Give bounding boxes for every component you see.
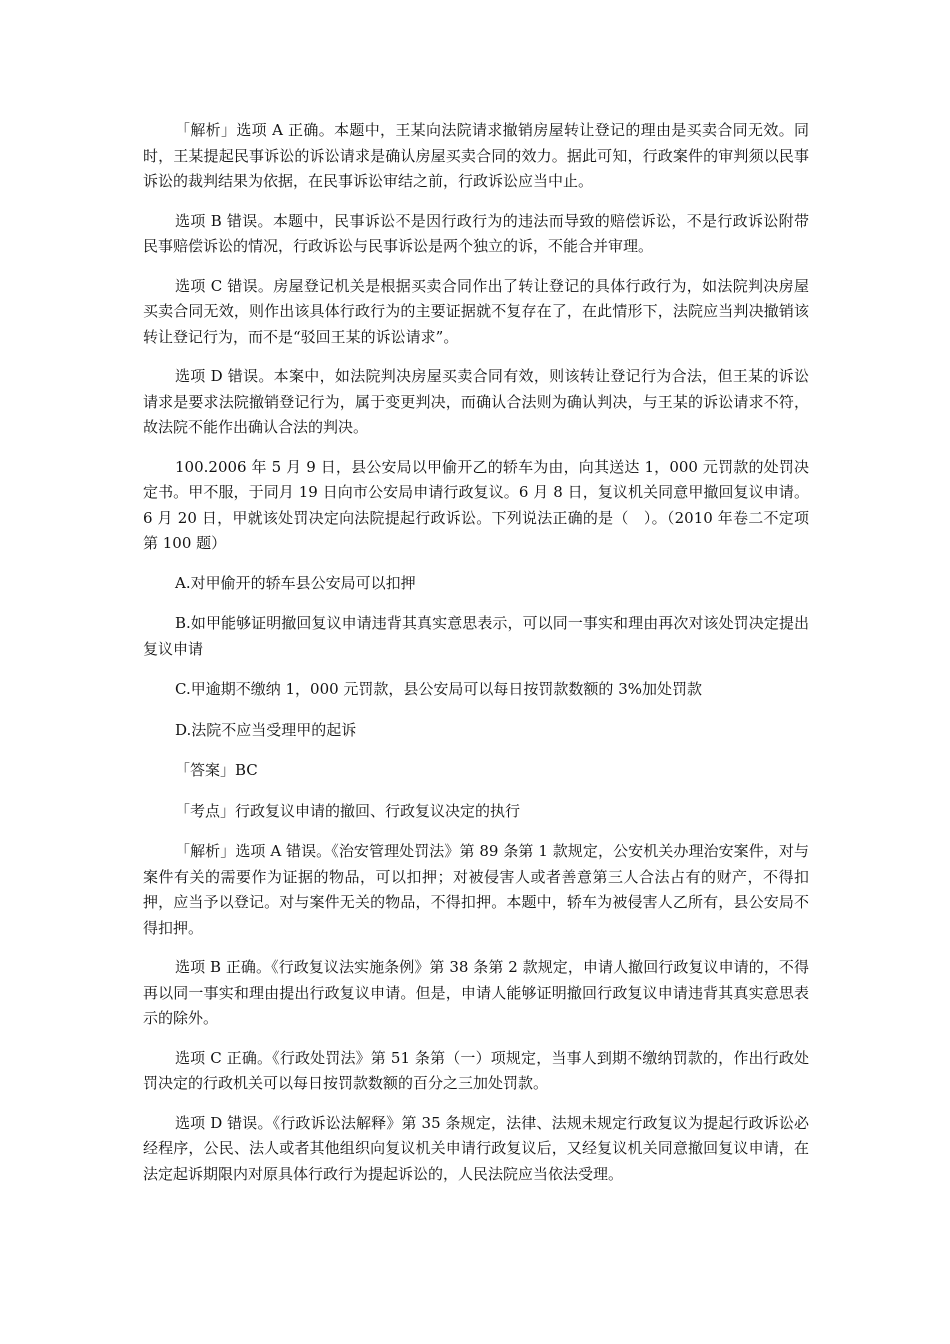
analysis-paragraph-b: 选项 B 错误。本题中，民事诉讼不是因行政行为的违法而导致的赔偿诉讼，不是行政诉讼附带民事赔偿诉讼的情况，行政诉讼与民事诉讼是两个独立的诉，不能合并审理。 — [143, 211, 809, 255]
analysis-paragraph-c: 选项 C 错误。房屋登记机关是根据买卖合同作出了转让登记的具体行政行为，如法院判决房屋买卖合同无效，则作出该具体行政行为的主要证据就不复存在了，在此情形下，法院应当判决撤销该转让登记行为，而不是“驳回王某的诉讼请求”。 — [143, 276, 809, 346]
option-a: A.对甲偷开的轿车县公安局可以扣押 — [175, 573, 416, 592]
option-d: D.法院不应当受理甲的起诉 — [175, 720, 357, 739]
key-point-line: 「考点」行政复议申请的撤回、行政复议决定的执行 — [175, 801, 521, 820]
explanation-paragraph-a: 「解析」选项 A 错误。《治安管理处罚法》第 89 条第 1 款规定，公安机关办理治安案件，对与案件有关的需要作为证据的物品，可以扣押；对被侵害人或者善意第三人合法占有的财产，不得扣押，应当予以登记。对与案件无关的物品，不得扣押。本题中，轿车为被侵害人乙所有，县公安局不得扣押。 — [143, 842, 809, 937]
document-body — [143, 118, 809, 1187]
explanation-paragraph-c: 选项 C 正确。《行政处罚法》第 51 条第（一）项规定，当事人到期不缴纳罚款的，作出行政处罚决定的行政机关可以每日按罚款数额的百分之三加处罚款。 — [143, 1048, 809, 1092]
answer-line: 「答案」BC — [175, 761, 258, 779]
explanation-paragraph-b: 选项 B 正确。《行政复议法实施条例》第 38 条第 2 款规定，申请人撤回行政复议申请的，不得再以同一事实和理由提出行政复议申请。但是，申请人能够证明撤回行政复议申请违背其真实意思表示的除外。 — [143, 958, 809, 1027]
question-stem: 100.2006 年 5 月 9 日，县公安局以甲偷开乙的轿车为由，向其送达 1，000 元罚款的处罚决定书。甲不服，于同月 19 日向市公安局申请行政复议。6 月 8 日，复议机关同意甲撤回复议申请。6 月 20 日，甲就该处罚决定向法院提起行政诉讼。下列说法正确的是（ ）。（2010 年卷二不定项第 100 题） — [143, 457, 809, 552]
option-b: B.如甲能够证明撤回复议申请违背其真实意思表示，可以同一事实和理由再次对该处罚决定提出复议申请 — [143, 614, 809, 658]
option-c: C.甲逾期不缴纳 1，000 元罚款，县公安局可以每日按罚款数额的 3%加处罚款 — [175, 680, 702, 698]
analysis-paragraph-a: 「解析」选项 A 正确。本题中，王某向法院请求撤销房屋转让登记的理由是买卖合同无效。同时，王某提起民事诉讼的诉讼请求是确认房屋买卖合同的效力。据此可知，行政案件的审判须以民事诉讼的裁判结果为依据，在民事诉讼审结之前，行政诉讼应当中止。 — [143, 121, 809, 190]
explanation-paragraph-d: 选项 D 错误。《行政诉讼法解释》第 35 条规定，法律、法规未规定行政复议为提起行政诉讼必经程序，公民、法人或者其他组织向复议机关申请行政复议后，又经复议机关同意撤回复议申请，在法定起诉期限内对原具体行政行为提起诉讼的，人民法院应当依法受理。 — [143, 1113, 809, 1183]
analysis-paragraph-d: 选项 D 错误。本案中，如法院判决房屋买卖合同有效，则该转让登记行为合法，但王某的诉讼请求是要求法院撤销登记行为，属于变更判决，而确认合法则为确认判决，与王某的诉讼请求不符，故法院不能作出确认合法的判决。 — [143, 367, 809, 436]
